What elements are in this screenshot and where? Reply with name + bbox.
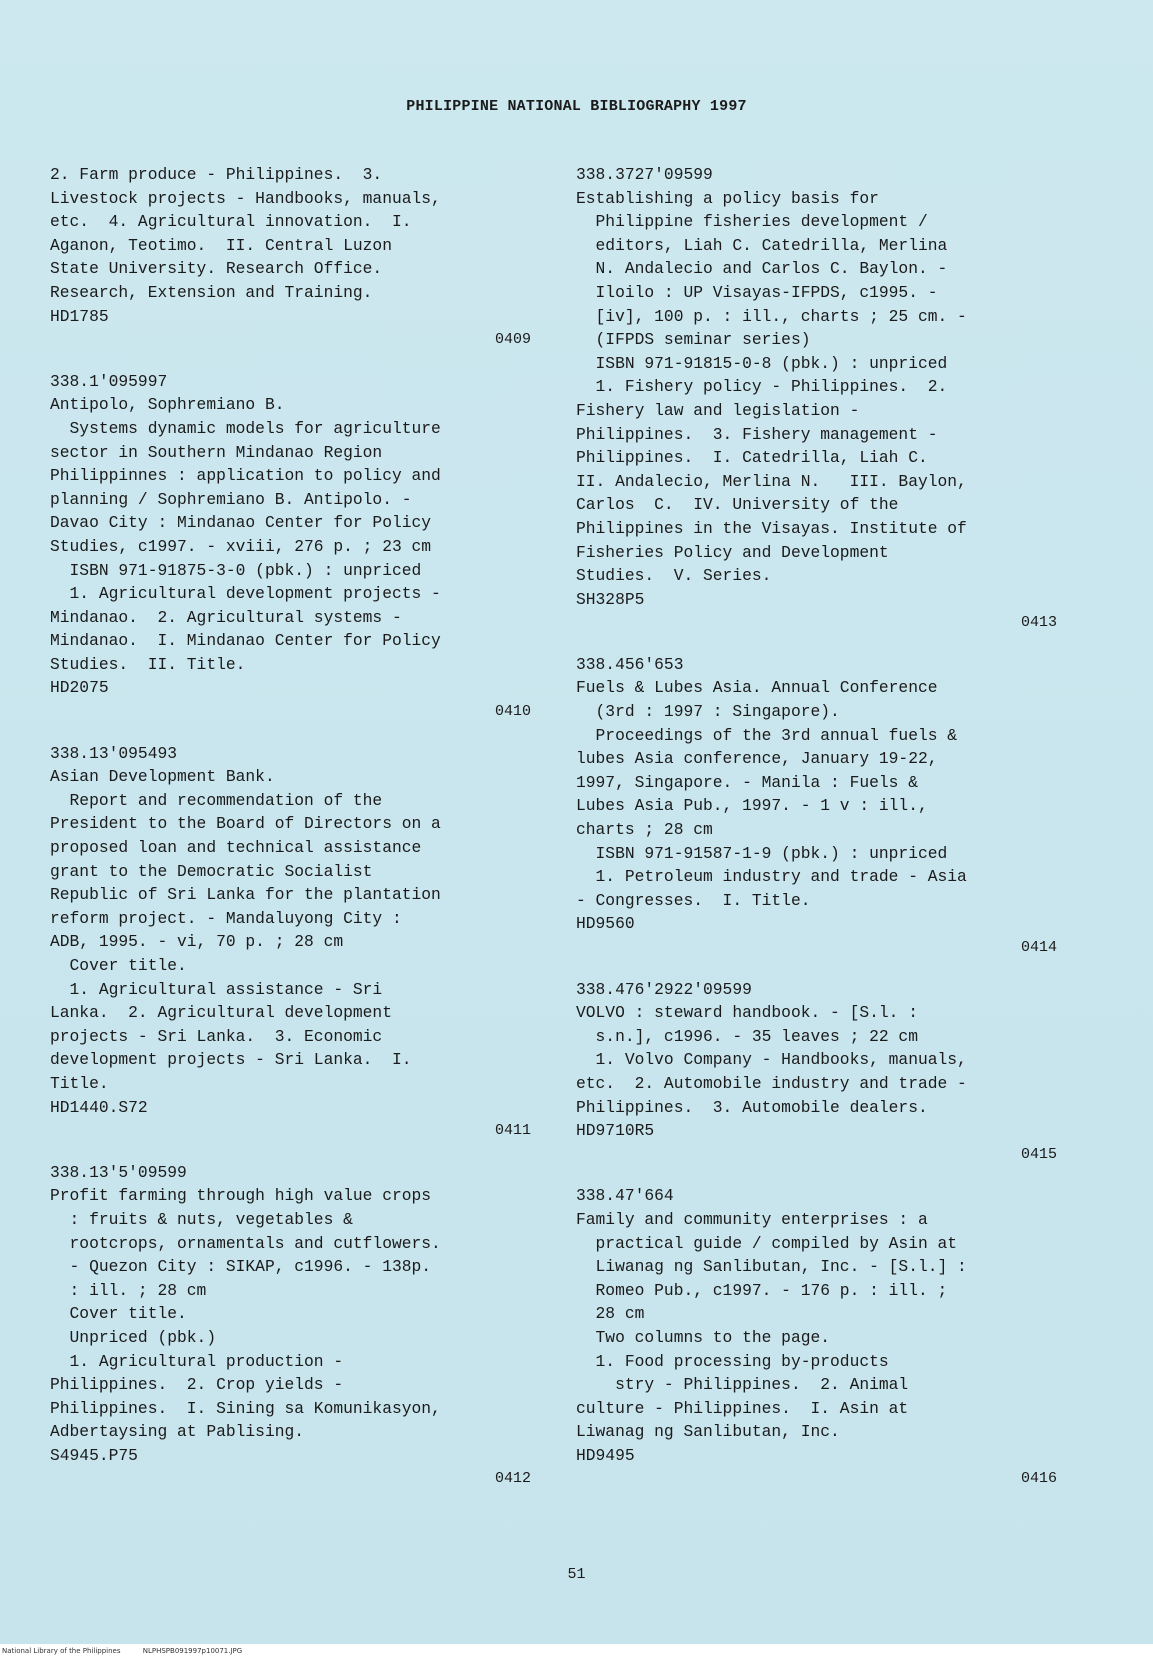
class-number: 338.1'095997 [50,371,168,391]
entry-line: Lubes Asia Pub., 1997. - 1 v : ill., [576,796,928,816]
entry-line: : ill. ; 28 cm [50,1280,207,1300]
entry-line: : fruits & nuts, vegetables & [50,1209,353,1229]
entry-line: 1. Agricultural development projects - [50,584,441,604]
entry-line: ADB, 1995. - vi, 70 p. ; 28 cm [50,932,344,952]
entry-line: reform project. - Mandaluyong City : [50,908,402,928]
entry-line: practical guide / compiled by Asin at [576,1233,958,1253]
entry-number: 0411 [494,1122,531,1140]
entry-number: 0415 [1020,1145,1057,1163]
call-number: HD9710R5 [576,1121,655,1141]
entry-line: ISBN 971-91815-0-8 (pbk.) : unpriced [576,353,948,373]
entry-line: [iv], 100 p. : ill., charts ; 25 cm. - [576,306,967,326]
entry-line: (3rd : 1997 : Singapore). [576,702,840,722]
call-number: HD1440.S72 [50,1097,148,1117]
entry-line: Lanka. 2. Agricultural development [50,1003,392,1023]
call-number: S4945.P75 [50,1445,138,1465]
entry-line: development projects - Sri Lanka. I. [50,1050,412,1070]
entry-line: Systems dynamic models for agriculture [50,418,441,438]
entry-line: N. Andalecio and Carlos C. Baylon. - [576,259,948,279]
entry-line: - Congresses. I. Title. [576,890,811,910]
entry-line: Mindanao. 2. Agricultural systems - [50,607,402,627]
entry-line: ISBN 971-91587-1-9 (pbk.) : unpriced [576,843,948,863]
entry-number: 0414 [1020,939,1057,956]
entry-line: Two columns to the page. [576,1327,831,1347]
entry-line: Davao City : Mindanao Center for Policy [50,513,432,533]
bibliography-entry [50,742,535,1143]
entry-line: Philippines. I. Catedrilla, Liah C. [576,448,928,468]
entry-line: 1. Agricultural production - [50,1351,344,1371]
entry-line: charts ; 28 cm [576,820,713,840]
class-number: 338.456'653 [576,654,684,674]
bibliography-entry [576,978,1061,1167]
call-number: SH328P5 [576,589,645,609]
footer-file: NLPHSPB091997p10071.JPG [142,1647,243,1655]
entry-line: President to the Board of Directors on a [50,814,441,834]
entry-line: HD1785 [50,306,109,326]
footer-library: National Library of the Philippines [2,1647,121,1655]
entry-line: culture - Philippines. I. Asin at [576,1398,909,1418]
entry-line: 1. Volvo Company - Handbooks, manuals, [576,1050,967,1070]
main-entry: Asian Development Bank. [50,767,275,787]
scan-footer [0,1644,1153,1658]
continued-entry [50,163,535,352]
entry-line: grant to the Democratic Socialist [50,861,373,881]
entry-line: proposed loan and technical assistance [50,838,422,858]
entry-line: 1997, Singapore. - Manila : Fuels & [576,772,918,792]
entry-line: etc. 2. Automobile industry and trade - [576,1073,967,1093]
call-number: HD2075 [50,678,109,698]
entry-number: 0409 [494,331,531,349]
entry-line: (IFPDS seminar series) [576,330,811,350]
entry-line: Liwanag ng Sanlibutan, Inc. - [S.l.] : [576,1257,967,1277]
entry-line: - Quezon City : SIKAP, c1996. - 138p. [50,1257,432,1277]
main-entry: VOLVO : steward handbook. - [S.l. : [576,1003,918,1023]
entry-line: Philippinnes : application to policy and [50,466,441,486]
class-number: 338.13'095493 [50,743,178,763]
entry-line: Studies, c1997. - xviii, 276 p. ; 23 cm [50,536,432,556]
right-column [576,163,1061,1491]
entry-line: Unpriced (pbk.) [50,1327,217,1347]
main-entry: Profit farming through high value crops [50,1186,432,1206]
entry-line: Romeo Pub., c1997. - 176 p. : ill. ; [576,1280,948,1300]
entry-line: 1. Fishery policy - Philippines. 2. [576,377,948,397]
entry-line: stry - Philippines. 2. Animal [576,1375,909,1395]
entry-line: planning / Sophremiano B. Antipolo. - [50,489,412,509]
entry-line: Carlos C. IV. University of the [576,495,899,515]
call-number: HD9495 [576,1445,635,1465]
entry-line: Fishery law and legislation - [576,400,860,420]
entry-number: 0410 [494,703,531,721]
class-number: 338.3727'09599 [576,165,713,184]
main-entry: Establishing a policy basis for [576,188,879,208]
entry-line: Mindanao. I. Mindanao Center for Policy [50,631,441,651]
entry-line: s.n.], c1996. - 35 leaves ; 22 cm [576,1026,918,1046]
page-number: 51 [567,1566,586,1583]
entry-line: Philippine fisheries development / [576,212,928,232]
entry-line: Cover title. [50,1304,187,1324]
entry-line: sector in Southern Mindanao Region [50,442,383,462]
entry-line: projects - Sri Lanka. 3. Economic [50,1026,383,1046]
entry-line: 1. Agricultural assistance - Sri [50,979,383,999]
entry-line: lubes Asia conference, January 19-22, [576,749,938,769]
entry-line: 1. Petroleum industry and trade - Asia [576,867,967,887]
page-header: PHILIPPINE NATIONAL BIBLIOGRAPHY 1997 [406,98,747,115]
entry-line: Research, Extension and Training. [50,282,373,302]
bibliography-entry [576,1184,1061,1491]
entry-line: Iloilo : UP Visayas-IFPDS, c1995. - [576,282,938,302]
main-entry: Fuels & Lubes Asia. Annual Conference [576,678,938,698]
entry-line: 1. Food processing by-products [576,1351,889,1371]
class-number: 338.476'2922'09599 [576,979,752,999]
entry-line: Philippines. I. Sining sa Komunikasyon, [50,1398,441,1418]
entry-line: Cover title. [50,956,187,975]
entry-number: 0416 [1020,1470,1057,1488]
entry-line: Adbertaysing at Pablising. [50,1422,305,1442]
entry-number: 0413 [1020,614,1057,632]
entry-line: 2. Farm produce - Philippines. 3. [50,165,383,184]
entry-line: Studies. II. Title. [50,654,246,674]
entry-line: 28 cm [576,1304,645,1324]
entry-line: Proceedings of the 3rd annual fuels & [576,725,958,745]
entry-line: Livestock projects - Handbooks, manuals, [50,188,441,208]
entry-line: Philippines. 2. Crop yields - [50,1375,344,1395]
bibliography-entry [50,370,535,724]
entry-line: Republic of Sri Lanka for the plantation [50,885,441,905]
main-entry: Antipolo, Sophremiano B. [50,395,285,415]
entry-line: ISBN 971-91875-3-0 (pbk.) : unpriced [50,560,422,580]
bibliography-entry [576,653,1061,960]
entry-line: Philippines. 3. Fishery management - [576,424,938,444]
entry-line: Liwanag ng Sanlibutan, Inc. [576,1422,840,1442]
entry-line: rootcrops, ornamentals and cutflowers. [50,1233,441,1253]
entry-line: Fisheries Policy and Development [576,542,889,562]
entry-line: Aganon, Teotimo. II. Central Luzon [50,235,392,255]
entry-line: State University. Research Office. [50,259,383,279]
bibliography-entry [50,1161,535,1491]
bibliography-entry [576,163,1061,635]
call-number: HD9560 [576,914,635,934]
class-number: 338.13'5'09599 [50,1162,187,1182]
entry-line: etc. 4. Agricultural innovation. I. [50,212,412,232]
entry-line: Studies. V. Series. [576,566,772,586]
entry-line: Philippines in the Visayas. Institute of [576,518,967,538]
entry-line: Philippines. 3. Automobile dealers. [576,1097,928,1117]
class-number: 338.47'664 [576,1186,674,1206]
entry-line: editors, Liah C. Catedrilla, Merlina [576,235,948,255]
main-entry: Family and community enterprises : a [576,1209,928,1229]
left-column [50,163,535,1491]
entry-line: Report and recommendation of the [50,790,383,810]
entry-number: 0412 [494,1470,531,1488]
entry-line: Title. [50,1073,109,1093]
entry-line: II. Andalecio, Merlina N. III. Baylon, [576,471,967,491]
